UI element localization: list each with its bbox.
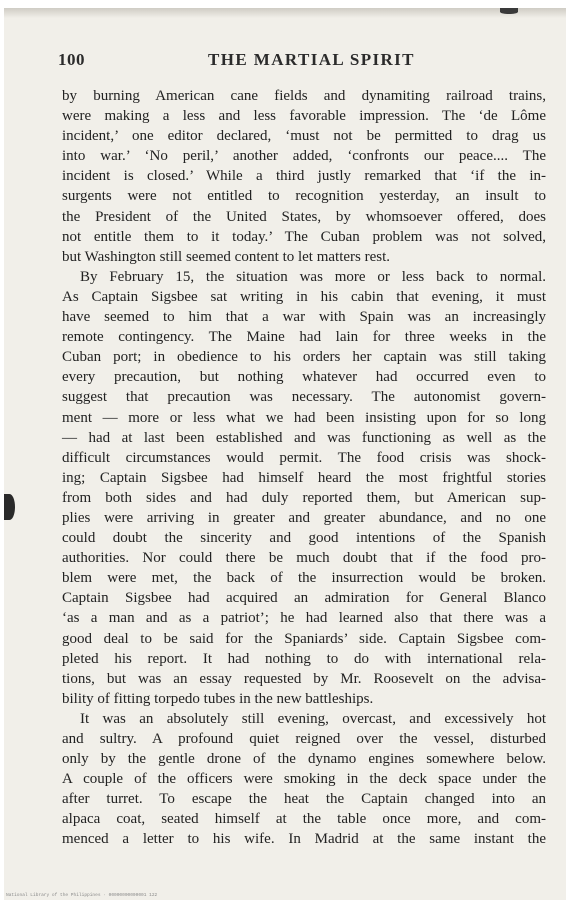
- page-top-shadow: [4, 8, 566, 18]
- text-line: plies were arriving in greater and greater abundance, and no one: [62, 509, 546, 526]
- text-line: could doubt the sincerity and good intentions of the Spanish: [62, 530, 546, 547]
- text-line: tions, but was an essay requested by Mr. Roosevelt on the advisa-: [62, 670, 546, 687]
- text-line: ‘as a man and as a patriot’; he had learned also that there was a: [62, 610, 546, 627]
- text-line: It was an absolutely still evening, overcast, and excessively hot: [80, 710, 546, 727]
- text-line: suggest that precaution was necessary. The autonomist govern-: [62, 389, 546, 406]
- text-line: but Washington still seemed content to let matters rest.: [62, 248, 391, 265]
- text-line: remote contingency. The Maine had lain for three weeks in the: [62, 329, 546, 346]
- body-text: [62, 86, 546, 850]
- page-number: 100: [58, 50, 85, 69]
- text-line: the President of the United States, by whomsoever offered, does: [62, 208, 546, 225]
- text-line: By February 15, the situation was more or less back to normal.: [80, 268, 546, 285]
- scan-corner-mark: [500, 8, 518, 14]
- text-line: by burning American cane fields and dynamiting railroad trains,: [62, 88, 546, 104]
- text-line: — had at last been established and was functioning as well as the: [62, 429, 546, 446]
- text-line: Cuban port; in obedience to his orders her captain was still taking: [62, 349, 546, 366]
- text-line: every precaution, but nothing whatever had occurred even to: [62, 369, 546, 386]
- text-line: good deal to be said for the Spaniards’ side. Captain Sigsbee com-: [62, 630, 546, 647]
- text-line: ment — more or less what we had been insisting upon for so long: [62, 409, 546, 426]
- text-line: after turret. To escape the heat the Captain changed into an: [62, 791, 546, 808]
- text-line: and sultry. A profound quiet reigned over the vessel, disturbed: [62, 731, 546, 747]
- text-line: not entitle them to it today.’ The Cuban problem was not solved,: [62, 228, 546, 245]
- text-line: were making a less and less favorable impression. The ‘de Lôme: [62, 108, 546, 125]
- text-line: bility of fitting torpedo tubes in the new battleships.: [62, 690, 374, 707]
- text-line: authorities. Nor could there be much doubt that if the food pro-: [62, 550, 546, 567]
- text-line: A couple of the officers were smoking in the deck space under the: [62, 771, 546, 788]
- text-line: into war.’ ‘No peril,’ another added, ‘confronts our peace.... The: [62, 148, 546, 165]
- binding-mark: [4, 494, 15, 520]
- scan-footer-note: National Library of the Philippines · 00000000000001 122: [6, 893, 158, 898]
- text-line: ing; Captain Sigsbee had himself heard the most frightful stories: [62, 469, 546, 486]
- text-line: difficult circumstances would permit. The food crisis was shock-: [62, 449, 546, 466]
- text-line: menced a letter to his wife. In Madrid at the same instant the: [62, 831, 546, 848]
- text-line: Captain Sigsbee had acquired an admiration for General Blanco: [62, 590, 546, 607]
- text-line: have seemed to him that a war with Spain was an increasingly: [62, 309, 546, 326]
- text-line: only by the gentle drone of the dynamo engines somewhere below.: [62, 751, 546, 768]
- text-line: pleted his report. It had nothing to do with international rela-: [62, 650, 546, 667]
- text-line: from both sides and had duly reported them, but American sup-: [62, 489, 546, 506]
- page-header: [58, 50, 546, 74]
- text-line: blem were met, the back of the insurrection would be broken.: [62, 570, 546, 587]
- text-line: surgents were not entitled to recognition yesterday, an insult to: [62, 188, 546, 205]
- text-line: alpaca coat, seated himself at the table once more, and com-: [62, 811, 546, 828]
- text-line: incident,’ one editor declared, ‘must not be permitted to drag us: [62, 128, 546, 145]
- text-line: As Captain Sigsbee sat writing in his cabin that evening, it must: [62, 288, 546, 305]
- running-head: THE MARTIAL SPIRIT: [208, 50, 415, 69]
- book-page: [4, 8, 566, 900]
- text-line: incident is closed.’ While a third justly remarked that ‘if the in-: [62, 168, 546, 185]
